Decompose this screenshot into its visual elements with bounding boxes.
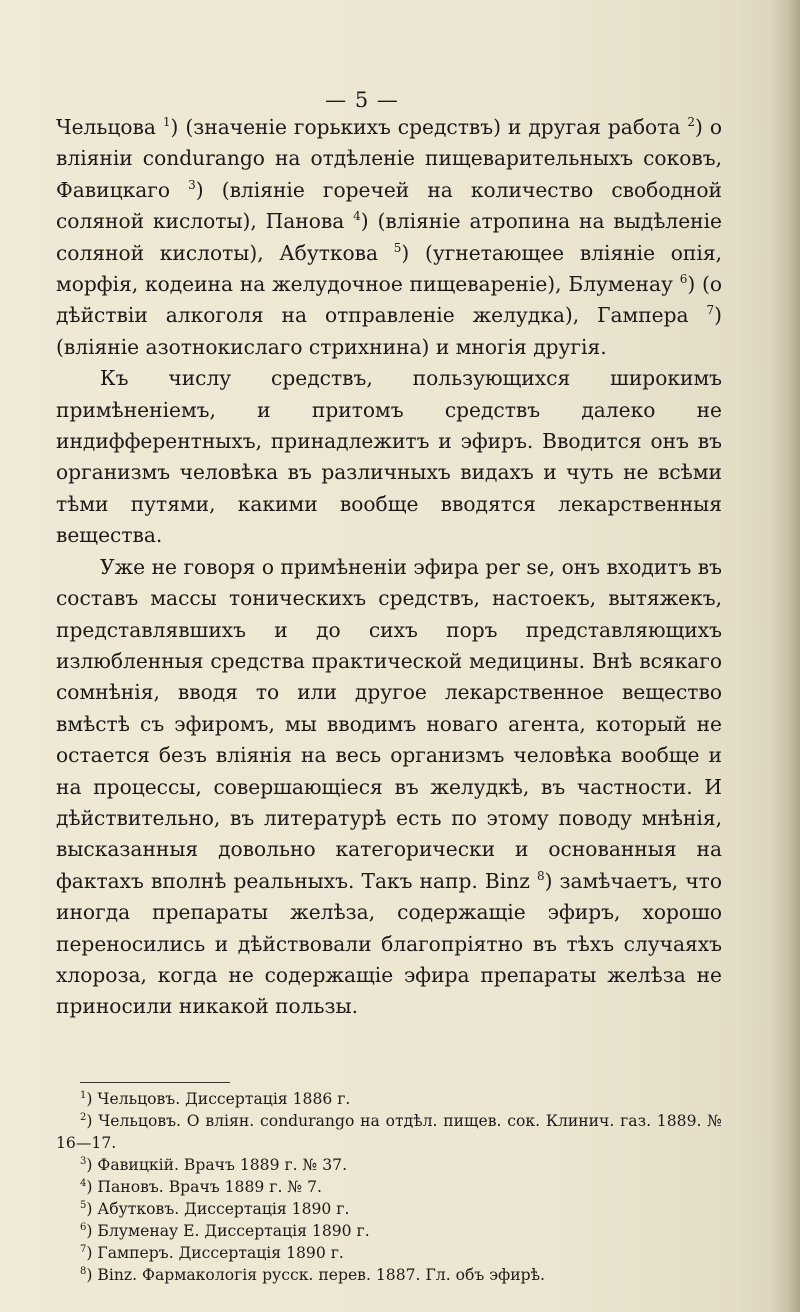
footnote-ref: 1 [162, 115, 171, 129]
text-run: ) о вліяніи condurango на отдѣленіе пищеварительныхъ соковъ, Фавицкаго [56, 115, 722, 202]
footnote-text: ) Блуменау Е. Диссертація 1890 г. [86, 1222, 370, 1240]
footnote [56, 1198, 722, 1220]
footnote-divider [80, 1082, 230, 1083]
paragraph [56, 552, 722, 1023]
footnote-text: ) Гамперъ. Диссертація 1890 г. [86, 1244, 344, 1262]
footnote-text: ) Абутковъ. Диссертація 1890 г. [86, 1200, 350, 1218]
footnote-text: ) Фавицкій. Врачъ 1889 г. № 37. [86, 1156, 348, 1174]
footnote [56, 1242, 722, 1264]
footnote [56, 1220, 722, 1242]
text-run: ) (о дѣйствіи алкоголя на отправленіе желудка), Гампера [56, 272, 722, 328]
footnote-number: 2 [80, 1112, 87, 1123]
footnote-number: 5 [80, 1200, 87, 1211]
text-run: Къ числу средствъ, пользующихся широкимъ примѣненіемъ, и притомъ средствъ далеко не индифферентныхъ, принадлежитъ и эфиръ. Вводится онъ въ организмъ человѣка въ различныхъ видахъ и чуть не всѣми тѣми путями, какими вообще вводятся лекарственныя вещества. [56, 366, 722, 548]
text-run: Уже не говоря о примѣненіи эфира per se, онъ входитъ въ составъ массы тоническихъ средствъ, настоекъ, вытяжекъ, представлявшихъ и до сихъ поръ представляющихъ излюбленныя средства практической медицины. Внѣ всякаго сомнѣнія, вводя то или другое лекарственное вещество вмѣстѣ съ эфиромъ, мы вводимъ новаго агента, который не остается безъ вліянія на весь организмъ человѣка вообще и на процессы, совершающіеся въ желудкѣ, въ частности. И дѣйствительно, въ литературѣ есть по этому поводу мнѣнія, высказанныя довольно категорически и основанныя на фактахъ вполнѣ реальныхъ. Такъ напр. Binz [56, 554, 722, 893]
footnote-number: 6 [80, 1222, 87, 1233]
footnote-number: 1 [80, 1090, 87, 1101]
footnote-text: ) Чельцовъ. О вліян. condurango на отдѣл. пищев. сок. Клинич. газ. 1889. № 16—17. [56, 1112, 722, 1152]
footnote-ref: 5 [393, 240, 402, 255]
text-run: ) (вліяніе атропина на выдѣленіе соляной кислоты), Абуткова [56, 209, 722, 265]
footnotes [56, 1088, 722, 1286]
body-text [56, 112, 722, 1023]
footnote-ref: 7 [706, 303, 715, 318]
footnote-number: 4 [80, 1178, 87, 1189]
text-run: ) (значеніе горькихъ средствъ) и другая работа [170, 115, 688, 139]
footnote [56, 1176, 722, 1198]
text-run: ) (вліяніе горечей на количество свободной соляной кислоты), Панова [56, 177, 722, 234]
footnote-text: ) Binz. Фармакологія русск. перев. 1887. Гл. объ эфирѣ. [86, 1266, 545, 1284]
text-run: ) (угнетающее вліяніе опія, морфія, кодеина на желудочное пищевареніе), Блуменау [56, 240, 722, 297]
text-run: ) (вліяніе азотнокислаго стрихнина) и многія другія. [56, 303, 722, 359]
footnote-ref: 8 [536, 868, 545, 883]
footnote [56, 1088, 722, 1110]
text-run: ) замѣчаетъ, что иногда препараты желѣза, содержащіе эфиръ, хорошо переносились и дѣйствовали благопріятно въ тѣхъ случаяхъ хлороза, когда не содержащіе эфира препараты желѣза не приносили никакой пользы. [56, 868, 722, 1019]
footnote-ref: 6 [679, 272, 688, 287]
footnote-text: ) Чельцовъ. Диссертація 1886 г. [86, 1090, 351, 1108]
footnote-ref: 4 [353, 209, 361, 224]
text-run: Чельцова [56, 115, 163, 139]
footnote [56, 1154, 722, 1176]
page-edge-shadow [770, 0, 800, 1312]
paragraph [56, 363, 722, 551]
page-number: — 5 — [325, 88, 399, 112]
footnote [56, 1264, 722, 1286]
paragraph [56, 112, 722, 363]
footnote-ref: 3 [188, 177, 196, 192]
footnote-number: 7 [80, 1244, 87, 1255]
footnote-number: 3 [80, 1156, 87, 1167]
footnote-ref: 2 [687, 115, 695, 129]
footnote [56, 1110, 722, 1154]
footnote-text: ) Пановъ. Врачъ 1889 г. № 7. [86, 1178, 322, 1196]
footnote-number: 8 [80, 1266, 87, 1277]
